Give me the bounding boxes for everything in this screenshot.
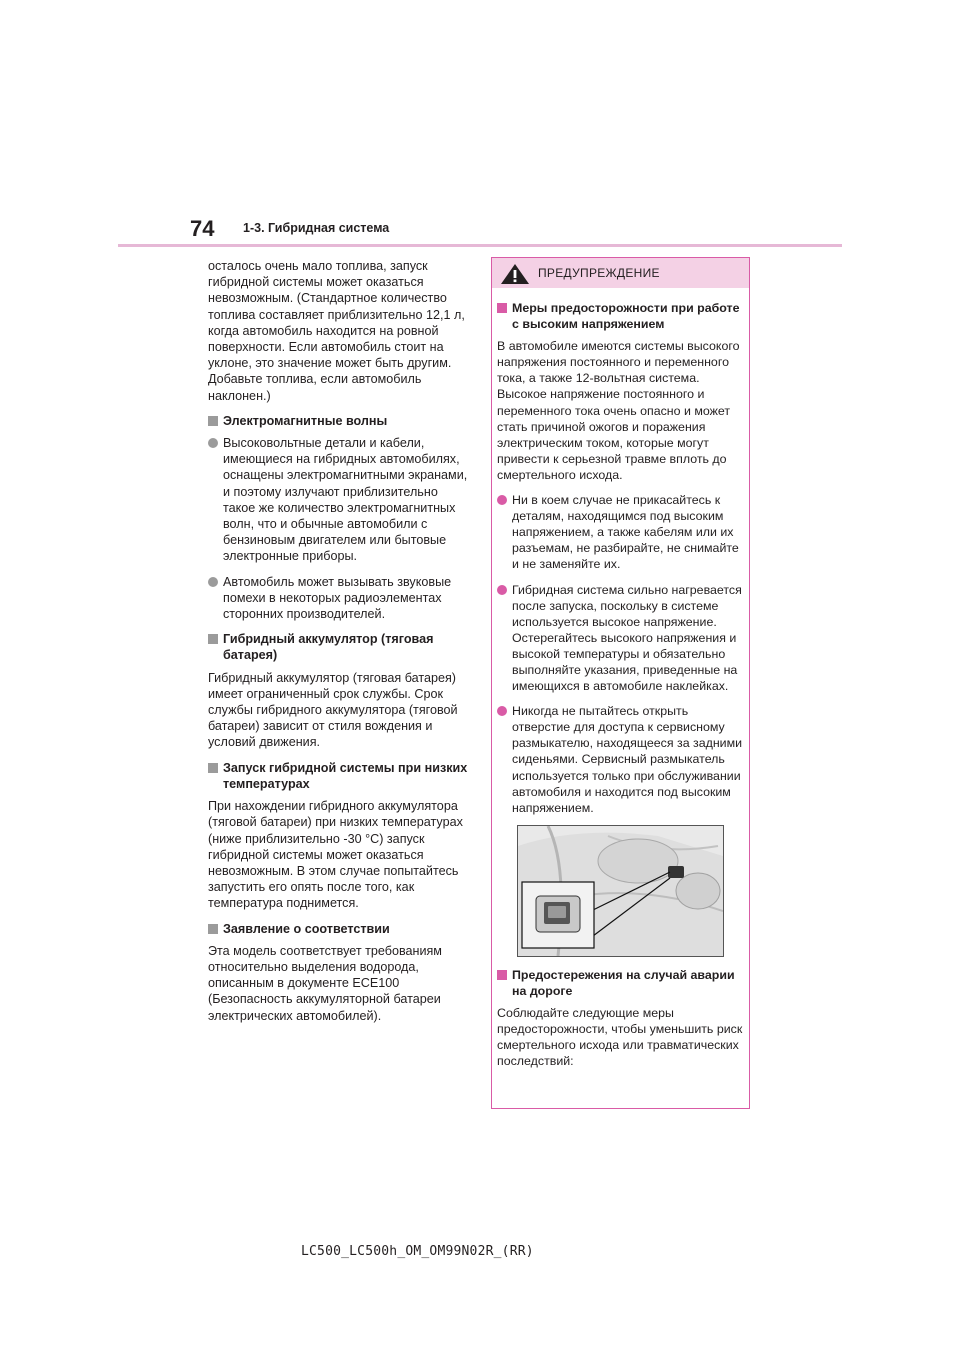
- hv-heading-text: Меры предосторожности при работе с высоким напряжением: [512, 301, 740, 332]
- hv-paragraph: В автомобиле имеются системы высокого напряжения постоянного и переменного тока, а также 12-вольтная система. Высокое напряжение постоянного и переменного тока очень опасно и может стать причиной ожогов и поражения электрическим током, которые могут привести к серьезной травме вплоть до смертельного исхода.: [497, 339, 740, 482]
- declaration-paragraph: Эта модель соответствует требованиям относительно выделения водорода, описанным в документе ECE100 (Безопасность аккумуляторной батареи электрических автомобилей).: [208, 943, 442, 1023]
- battery-heading: [208, 631, 470, 663]
- battery-heading-text: Гибридный аккумулятор (тяговая батарея): [223, 632, 434, 663]
- hv-bullet-1: [497, 492, 745, 572]
- hv-bullet-1-text: Ни в коем случае не прикасайтесь к деталям, находящимся под высоким напряжением, а также кабелям или их разъемам, не разбирайте, не снимайте и не заменяйте их.: [512, 493, 739, 572]
- declaration-heading-text: Заявление о соответствии: [223, 921, 390, 936]
- square-bullet-icon: [497, 303, 507, 313]
- warning-header: [492, 258, 749, 288]
- document-id: LC500_LC500h_OM_OM99N02R_(RR): [301, 1244, 534, 1259]
- square-bullet-icon: [208, 416, 218, 426]
- hv-bullet-3: [497, 703, 745, 816]
- page-number: 74: [190, 216, 215, 241]
- declaration-heading: [208, 921, 470, 937]
- square-bullet-icon: [208, 634, 218, 644]
- square-bullet-icon: [208, 924, 218, 934]
- warning-box: [491, 257, 750, 1109]
- warning-body: [497, 292, 745, 1078]
- round-bullet-icon: [497, 585, 507, 595]
- service-plug-illustration: [517, 825, 724, 957]
- accident-paragraph: Соблюдайте следующие меры предосторожности, чтобы уменьшить риск смертельного исхода или травматических последствий:: [497, 1006, 743, 1069]
- em-bullet-1: [208, 435, 470, 565]
- hv-bullet-2: [497, 582, 745, 695]
- em-bullet-2-text: Автомобиль может вызывать звуковые помехи в некоторых радиоэлементах сторонних производителей.: [223, 574, 452, 622]
- accident-heading: [497, 967, 745, 999]
- cold-heading-text: Запуск гибридной системы при низких температурах: [223, 760, 468, 791]
- cold-paragraph: При нахождении гибридного аккумулятора (тяговой батареи) при низких температурах (ниже приблизительно -30 °C) запуск гибридной системы может оказаться невозможным. В этом случае попытайтесь запустить его опять после того, как температура поднимется.: [208, 799, 463, 911]
- em-bullet-2: [208, 574, 470, 623]
- battery-paragraph: Гибридный аккумулятор (тяговая батарея) имеет ограниченный срок службы. Срок службы гибридного аккумулятора (тяговой батареи) зависит от стиля вождения и условий движения.: [208, 670, 458, 750]
- warning-triangle-icon: [500, 263, 530, 285]
- square-bullet-icon: [208, 763, 218, 773]
- round-bullet-icon: [497, 706, 507, 716]
- section-title: 1-3. Гибридная система: [243, 221, 390, 235]
- em-heading-text: Электромагнитные волны: [223, 413, 388, 428]
- intro-paragraph: осталось очень мало топлива, запуск гибридной системы может оказаться невозможным. (Стандартное количество топлива составляет приблизительно 12,1 л, когда автомобиль находится на ровной поверхности. Если автомобиль стоит на уклоне, это значение может быть другим. Добавьте топлива, если автомобиль наклонен.): [208, 259, 465, 403]
- left-column: [208, 258, 470, 1033]
- hv-bullet-2-text: Гибридная система сильно нагревается после запуска, поскольку в системе используется высокое напряжение. Остерегайтесь высокого напряжения и высокой температуры и обязательно выполняйте указания, приведенные на имеющихся в автомобиле наклейках.: [512, 582, 742, 694]
- accident-heading-text: Предостережения на случай аварии на дороге: [512, 967, 735, 998]
- em-bullet-1-text: Высоковольтные детали и кабели, имеющиеся на гибридных автомобилях, оснащены электромагнитными экранами, и поэтому излучают приблизительно такое же количество электромагнитных волн, что и обычные автомобили с бензиновым двигателем или бытовые электронные приборы.: [223, 436, 468, 564]
- round-bullet-icon: [208, 577, 218, 587]
- round-bullet-icon: [208, 438, 218, 448]
- hv-heading: [497, 300, 745, 332]
- cold-heading: [208, 760, 470, 792]
- round-bullet-icon: [497, 495, 507, 505]
- hv-bullet-3-text: Никогда не пытайтесь открыть отверстие для доступа к сервисному размыкателю, находящееся за задними сиденьями. Сервисный размыкатель используется только при обслуживании автомобиля и находится под высоким напряжением.: [512, 704, 743, 815]
- warning-title: ПРЕДУПРЕЖДЕНИЕ: [538, 266, 660, 280]
- header-rule: [118, 244, 842, 247]
- square-bullet-icon: [497, 970, 507, 980]
- em-heading: [208, 413, 470, 429]
